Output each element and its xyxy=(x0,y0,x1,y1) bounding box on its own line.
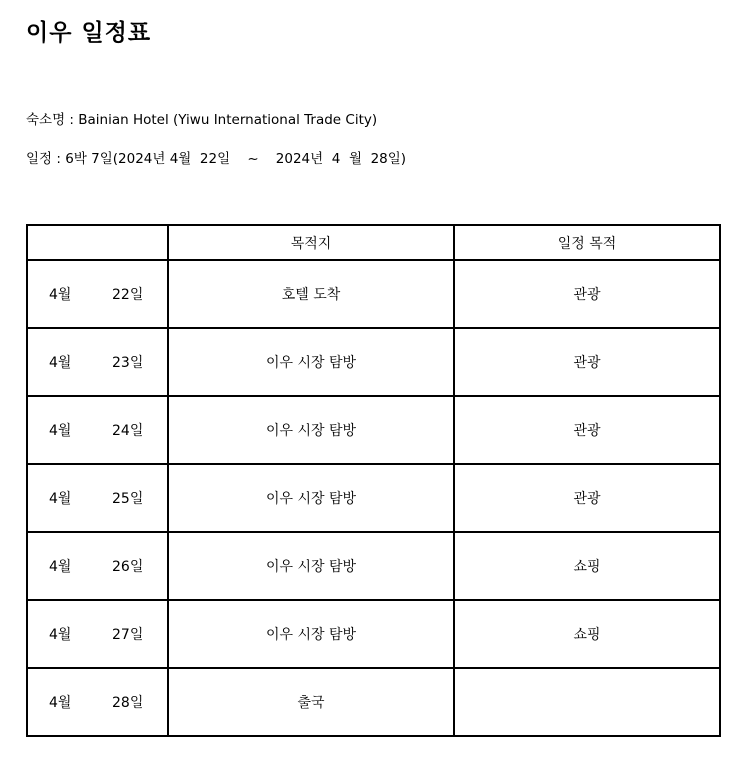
purpose-cell: 쇼핑 xyxy=(454,532,720,600)
accommodation-line: 숙소명 : Bainian Hotel (Yiwu International Trade City) xyxy=(26,112,378,128)
destination-cell: 이우 시장 탐방 xyxy=(168,600,454,668)
purpose-cell: 쇼핑 xyxy=(454,600,720,668)
month: 4월 xyxy=(49,695,72,711)
day: 26일 xyxy=(112,559,144,575)
table-header-row xyxy=(27,225,720,260)
destination-cell: 이우 시장 탐방 xyxy=(168,464,454,532)
date-cell xyxy=(27,532,168,600)
date-cell xyxy=(27,600,168,668)
table-row xyxy=(27,396,720,464)
month: 4월 xyxy=(49,627,72,643)
destination-cell: 호텔 도착 xyxy=(168,260,454,328)
day: 22일 xyxy=(112,287,144,303)
table-row xyxy=(27,260,720,328)
date-cell xyxy=(27,328,168,396)
table-row xyxy=(27,668,720,736)
day: 27일 xyxy=(112,627,144,643)
page-title: 이우 일정표 xyxy=(26,20,152,46)
table-row xyxy=(27,600,720,668)
header-date xyxy=(27,225,168,260)
destination-cell: 이우 시장 탐방 xyxy=(168,328,454,396)
purpose-cell: 관광 xyxy=(454,396,720,464)
date-cell xyxy=(27,464,168,532)
purpose-cell: 관광 xyxy=(454,260,720,328)
purpose-cell: 관광 xyxy=(454,328,720,396)
header-destination: 목적지 xyxy=(168,225,454,260)
month: 4월 xyxy=(49,355,72,371)
month: 4월 xyxy=(49,491,72,507)
date-cell xyxy=(27,668,168,736)
month: 4월 xyxy=(49,559,72,575)
purpose-cell xyxy=(454,668,720,736)
date-cell xyxy=(27,260,168,328)
table-row xyxy=(27,464,720,532)
header-purpose: 일정 목적 xyxy=(454,225,720,260)
table-row xyxy=(27,532,720,600)
itinerary-table xyxy=(26,224,721,737)
month: 4월 xyxy=(49,287,72,303)
schedule-line: 일정 : 6박 7일(2024년 4월 22일 ~ 2024년 4 월 28일) xyxy=(26,151,407,167)
day: 25일 xyxy=(112,491,144,507)
purpose-cell: 관광 xyxy=(454,464,720,532)
destination-cell: 이우 시장 탐방 xyxy=(168,532,454,600)
destination-cell: 이우 시장 탐방 xyxy=(168,396,454,464)
date-cell xyxy=(27,396,168,464)
month: 4월 xyxy=(49,423,72,439)
day: 23일 xyxy=(112,355,144,371)
day: 28일 xyxy=(112,695,144,711)
destination-cell: 출국 xyxy=(168,668,454,736)
table-row xyxy=(27,328,720,396)
day: 24일 xyxy=(112,423,144,439)
